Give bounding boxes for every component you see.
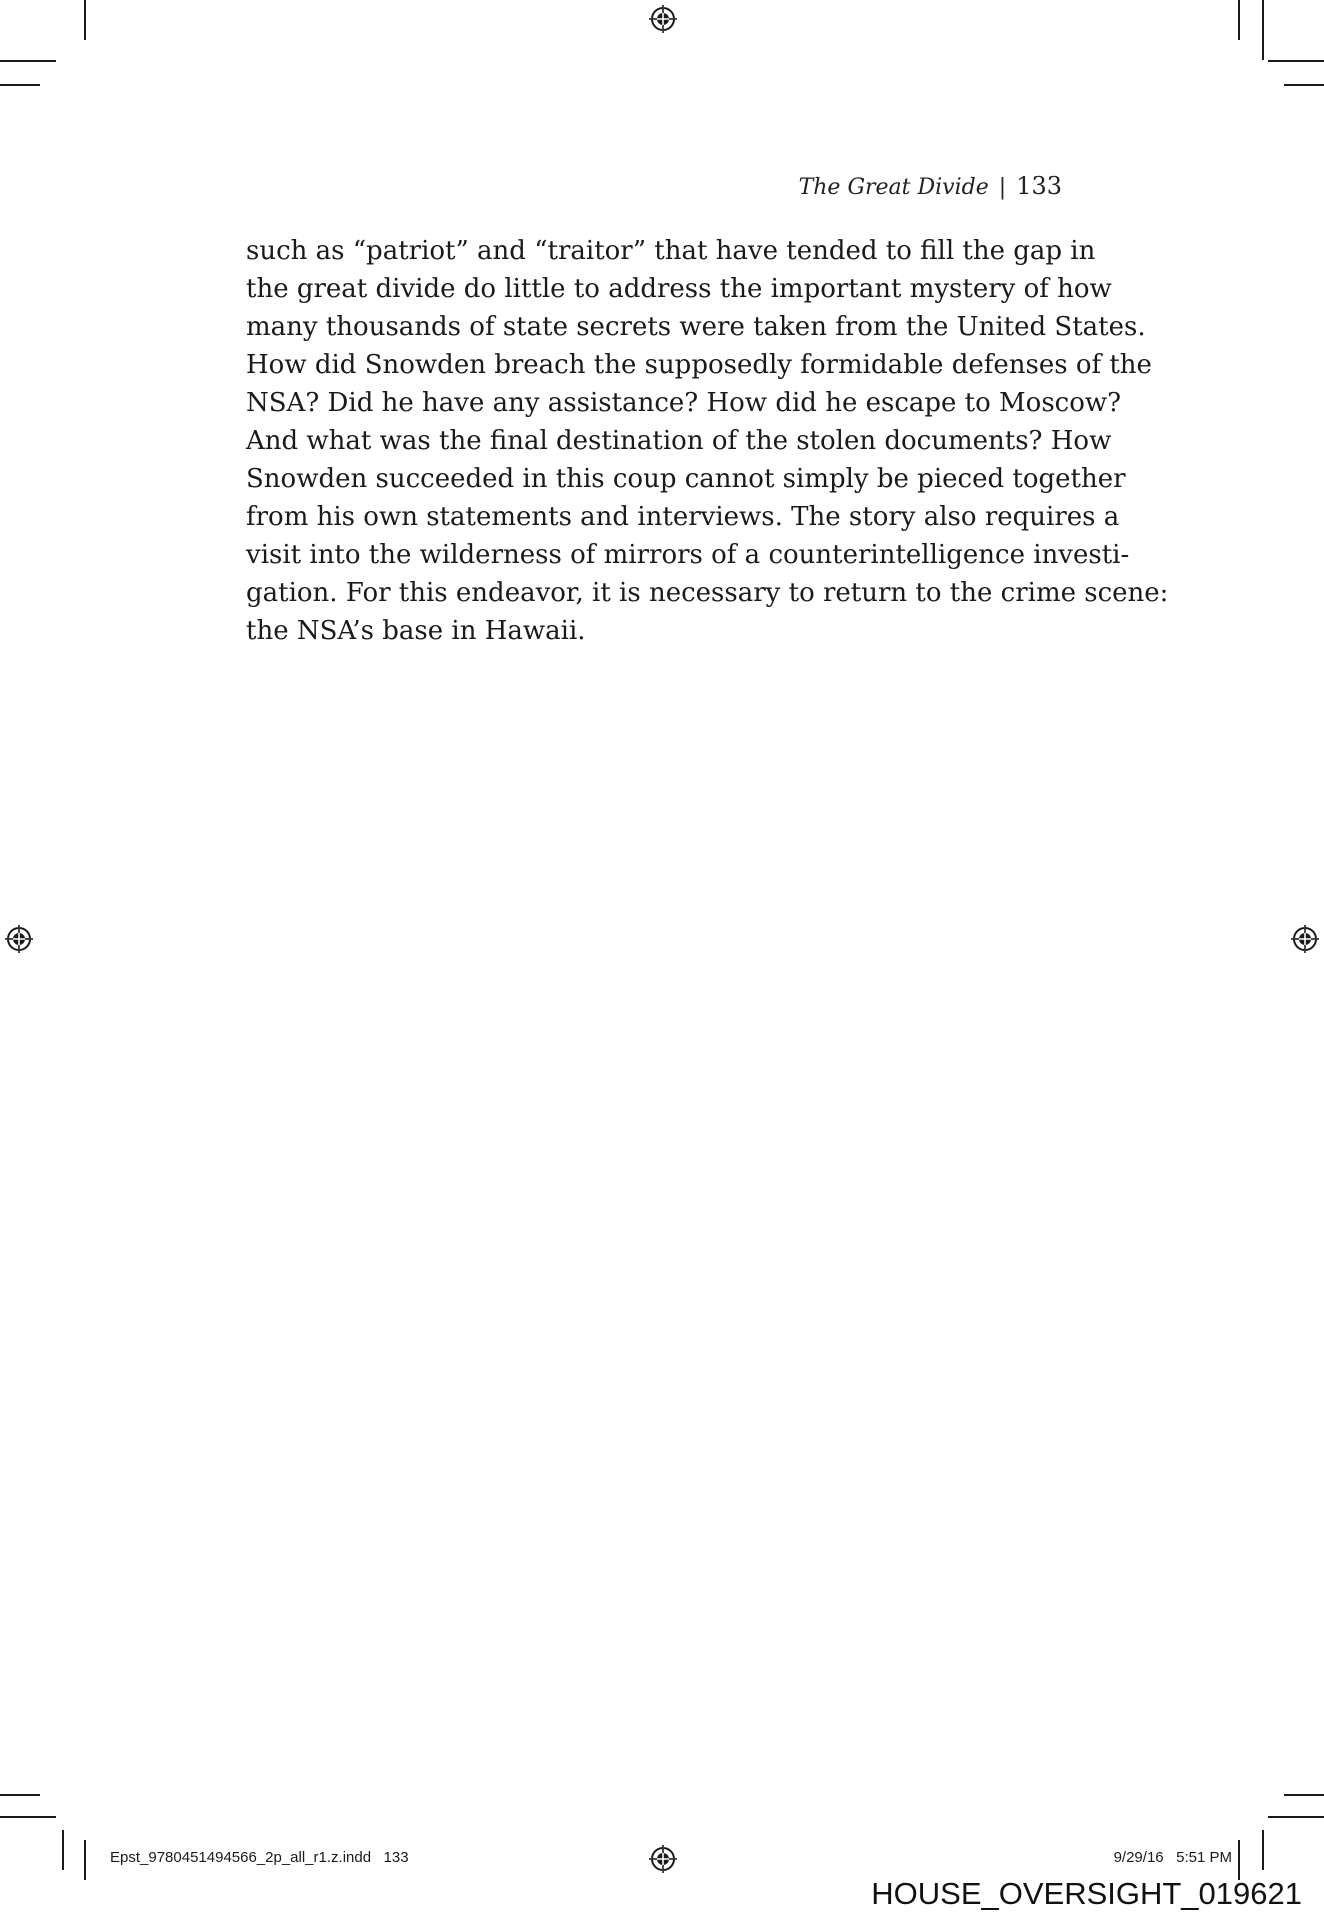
text-line: from his own statements and interviews. The story also requires a bbox=[246, 502, 1120, 532]
text-line: And what was the final destination of the stolen documents? How bbox=[246, 426, 1112, 456]
registration-target-icon bbox=[4, 924, 34, 954]
text-line: such as “patriot” and “traitor” that have tended to fill the gap in bbox=[246, 236, 1096, 266]
slug-filename: Epst_9780451494566_2p_all_r1.z.indd 133 bbox=[110, 1849, 409, 1866]
crop-mark bbox=[84, 1840, 86, 1880]
text-line: How did Snowden breach the supposedly formidable defenses of the bbox=[246, 350, 1152, 380]
running-head-title: The Great Divide bbox=[798, 175, 989, 200]
crop-mark bbox=[0, 1816, 56, 1818]
crop-mark bbox=[1284, 1794, 1324, 1796]
crop-mark bbox=[1238, 1840, 1240, 1880]
text-line: NSA? Did he have any assistance? How did he escape to Moscow? bbox=[246, 388, 1122, 418]
crop-mark bbox=[1262, 1830, 1264, 1870]
running-head bbox=[799, 172, 1062, 200]
crop-mark bbox=[0, 60, 56, 62]
text-line: the great divide do little to address the important mystery of how bbox=[246, 274, 1112, 304]
text-line: gation. For this endeavor, it is necessary to return to the crime scene: bbox=[246, 578, 1169, 608]
crop-mark bbox=[1284, 84, 1324, 86]
text-line: the NSA’s base in Hawaii. bbox=[246, 616, 586, 646]
crop-mark bbox=[1268, 60, 1324, 62]
running-head-separator: | bbox=[998, 175, 1007, 200]
registration-target-icon bbox=[1290, 924, 1320, 954]
crop-mark bbox=[1238, 0, 1240, 40]
crop-mark bbox=[1262, 0, 1264, 60]
crop-mark bbox=[0, 1794, 40, 1796]
text-line: many thousands of state secrets were taken from the United States. bbox=[246, 312, 1146, 342]
text-line: Snowden succeeded in this coup cannot simply be pieced together bbox=[246, 464, 1126, 494]
page-number: 133 bbox=[1016, 172, 1062, 200]
crop-mark bbox=[0, 84, 40, 86]
crop-mark bbox=[1268, 1816, 1324, 1818]
registration-target-icon bbox=[648, 1844, 678, 1874]
slug-datetime: 9/29/16 5:51 PM bbox=[1113, 1849, 1232, 1866]
text-line: visit into the wilderness of mirrors of a counterintelligence investi- bbox=[246, 540, 1130, 570]
crop-mark bbox=[84, 0, 86, 40]
body-paragraph bbox=[246, 232, 1169, 650]
bates-number: HOUSE_OVERSIGHT_019621 bbox=[871, 1876, 1302, 1911]
crop-mark bbox=[62, 1830, 64, 1870]
registration-target-icon bbox=[648, 4, 678, 34]
